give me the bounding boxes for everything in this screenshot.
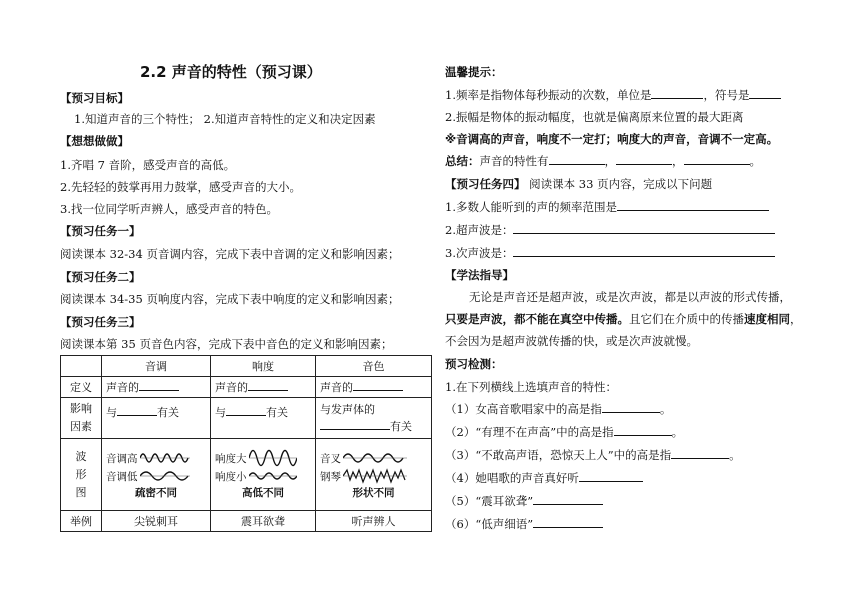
check-item-5: [445, 493, 603, 509]
loudness-waveform-cell: [211, 439, 316, 511]
loudness-definition-cell[interactable]: [211, 377, 316, 398]
loudness-wave-caption: 高低不同: [242, 487, 284, 499]
task2-text: 阅读课本 34-35 页响度内容，完成下表中响度的定义和影响因素；: [60, 292, 400, 306]
heading-task2: 【预习任务二】: [60, 270, 141, 284]
timbre-factor-b: 有关: [390, 420, 412, 433]
check-item-4: [445, 470, 643, 486]
blank-line[interactable]: [353, 379, 403, 391]
method-line-2: [445, 308, 815, 330]
method-bold-2: 速度相同: [744, 312, 790, 326]
high-pitch-wave-icon: [140, 450, 190, 466]
header-blank: [61, 356, 102, 377]
tuning-fork-wave: [320, 449, 427, 467]
page-title: 2.2 声音的特性（预习课）: [140, 63, 322, 81]
blank-line[interactable]: [248, 379, 288, 391]
check-item-1: [445, 401, 671, 417]
question-1: [445, 199, 769, 215]
blank-line[interactable]: [549, 153, 605, 165]
heading-method: 【学法指导】: [445, 268, 514, 282]
answer-blank[interactable]: [617, 199, 769, 211]
heading-task4: 【预习任务四】: [445, 177, 526, 191]
question-1-text: 1.多数人能听到的声的频率范围是: [445, 200, 617, 214]
summary-line: [445, 153, 761, 169]
piano-label: 钢琴: [320, 470, 341, 483]
sound-characteristics-table: [60, 355, 432, 532]
pitch-factor-b: 有关: [157, 406, 179, 419]
summary-sep-2: ，: [672, 154, 684, 168]
header-timbre: 音色: [316, 356, 432, 377]
row-label-example: 举例: [61, 511, 102, 532]
timbre-definition-cell[interactable]: [316, 377, 432, 398]
timbre-definition-text: 声音的: [320, 381, 353, 394]
answer-blank[interactable]: [533, 493, 603, 505]
table-row: [61, 398, 432, 439]
answer-blank[interactable]: [533, 516, 603, 528]
blank-line[interactable]: [139, 379, 179, 391]
answer-blank[interactable]: [671, 447, 729, 459]
timbre-waveform-cell: [316, 439, 432, 511]
row-label-factor-2: 因素: [70, 420, 92, 433]
table-row: [61, 377, 432, 398]
check-item-2-dot: 。: [671, 425, 684, 439]
unit-blank[interactable]: [651, 87, 703, 99]
blank-line[interactable]: [320, 418, 390, 430]
pitch-example: 尖锐刺耳: [102, 511, 211, 532]
table-header-row: [61, 356, 432, 377]
tip-1b: ，符号是: [703, 88, 750, 102]
pitch-definition-cell[interactable]: [102, 377, 211, 398]
method-paragraph: [445, 286, 815, 352]
tuning-fork-label: 音叉: [320, 452, 341, 465]
question-3: [445, 245, 775, 261]
high-pitch-wave: [106, 449, 206, 467]
row-label-definition: 定义: [61, 377, 102, 398]
low-pitch-wave-icon: [140, 468, 190, 484]
check-item-5-text: （5）“震耳欲聋”: [445, 494, 534, 508]
answer-blank[interactable]: [602, 401, 660, 413]
high-pitch-label: 音调高: [106, 452, 138, 465]
tip-3: ※音调高的声音，响度不一定打；响度大的声音，音调不一定高。: [445, 132, 779, 146]
answer-blank[interactable]: [513, 245, 775, 257]
heading-tip: 温馨提示：: [445, 65, 503, 79]
blank-line[interactable]: [616, 153, 672, 165]
soft-wave-icon: [249, 467, 297, 485]
question-2-text: 2.超声波是：: [445, 223, 514, 237]
method-bold-1: 只要是声波，都不能在真空中传播。: [445, 312, 629, 326]
check-item-3-text: （3）“不敢高声语，恐惊天上人”中的高是指: [445, 448, 672, 462]
row-label-factor-1: 影响: [70, 402, 92, 415]
method-line-3: 不会因为是超声波就传播的快，或是次声波就慢。: [445, 334, 698, 348]
row-label-factor: [61, 398, 102, 439]
loudness-definition-text: 声音的: [215, 381, 248, 394]
tuning-fork-wave-icon: [343, 450, 407, 466]
pitch-waveform-cell: [102, 439, 211, 511]
method-line-1: 无论是声音还是超声波，或是次声波，都是以声波的形式传播，: [469, 290, 791, 304]
check-item-1-dot: 。: [659, 402, 672, 416]
row-label-wave-3: 图: [75, 485, 87, 499]
task1-text: 阅读课本 32-34 页音调内容，完成下表中音调的定义和影响因素；: [60, 247, 400, 261]
check-intro: 1.在下列横线上选填声音的特性：: [445, 380, 617, 394]
pitch-factor-a: 与: [106, 406, 117, 419]
check-item-4-text: （4）她唱歌的声音真好听: [445, 471, 579, 485]
row-label-wave-1: 波: [75, 449, 87, 463]
check-item-6-text: （6）“低声细语”: [445, 517, 534, 531]
loud-wave-icon: [249, 449, 297, 467]
pitch-definition-text: 声音的: [106, 381, 139, 394]
blank-line[interactable]: [117, 404, 157, 416]
summary-end: 。: [749, 154, 761, 168]
answer-blank[interactable]: [579, 470, 643, 482]
think-item-3: 3.找一位同学听声辨人，感受声音的特色。: [60, 202, 278, 216]
goal-text: 1.知道声音的三个特性； 2.知道声音特性的定义和决定因素: [74, 112, 376, 126]
think-item-2: 2.先轻轻的鼓掌再用力鼓掌，感受声音的大小。: [60, 180, 301, 194]
question-3-text: 3.次声波是：: [445, 246, 514, 260]
piano-wave: [320, 467, 427, 485]
summary-text: 声音的特性有: [479, 154, 549, 168]
heading-think: 【想想做做】: [60, 134, 129, 148]
heading-task1: 【预习任务一】: [60, 224, 141, 238]
check-item-6: [445, 516, 603, 532]
task3-text: 阅读课本第 35 页音色内容，完成下表中音色的定义和影响因素；: [60, 337, 393, 351]
check-item-1-text: （1）女高音歌唱家中的高是指: [445, 402, 602, 416]
header-pitch: 音调: [102, 356, 211, 377]
soft-label: 响度小: [215, 470, 247, 483]
tip-2: 2.振幅是物体的振动幅度，也就是偏离原来位置的最大距离: [445, 110, 744, 124]
task4-text: 阅读课本 33 页内容，完成以下问题: [525, 177, 713, 191]
low-pitch-label: 音调低: [106, 470, 138, 483]
question-2: [445, 222, 775, 238]
loud-wave: [215, 449, 311, 467]
symbol-blank[interactable]: [749, 87, 781, 99]
loud-label: 响度大: [215, 452, 247, 465]
low-pitch-wave: [106, 467, 206, 485]
method-text-2: 且它们在介质中的传播: [629, 312, 744, 326]
check-item-3: [445, 447, 741, 463]
table-row: [61, 511, 432, 532]
timbre-wave-caption: 形状不同: [352, 487, 395, 499]
check-item-3-dot: 。: [729, 448, 741, 462]
header-loudness: 响度: [211, 356, 316, 377]
loudness-example: 震耳欲聋: [211, 511, 316, 532]
heading-goal: 【预习目标】: [60, 91, 129, 105]
check-item-2: [445, 424, 683, 440]
piano-wave-icon: [343, 468, 407, 484]
row-label-wave-2: 形: [75, 467, 87, 481]
loudness-factor-a: 与: [215, 406, 226, 419]
row-label-waveform: [61, 439, 102, 511]
table-row: [61, 439, 432, 511]
timbre-factor-a: 与发声体的: [320, 403, 375, 416]
loudness-factor-cell[interactable]: [211, 398, 316, 439]
pitch-factor-cell[interactable]: [102, 398, 211, 439]
answer-blank[interactable]: [614, 424, 672, 436]
blank-line[interactable]: [226, 404, 266, 416]
answer-blank[interactable]: [513, 222, 775, 234]
timbre-example: 听声辨人: [316, 511, 432, 532]
heading-task3: 【预习任务三】: [60, 315, 141, 329]
blank-line[interactable]: [684, 153, 750, 165]
method-text-3: ，: [790, 312, 802, 326]
think-item-1: 1.齐唱 7 音阶，感受声音的高低。: [60, 158, 236, 172]
summary-sep-1: ，: [604, 154, 616, 168]
pitch-wave-caption: 疏密不同: [135, 487, 177, 499]
tip-1: [445, 87, 781, 103]
heading-check: 预习检测：: [445, 357, 503, 371]
task4-line: [445, 176, 712, 192]
tip-1a: 1.频率是指物体每秒振动的次数，单位是: [445, 88, 652, 102]
timbre-factor-cell[interactable]: [316, 398, 432, 439]
soft-wave: [215, 467, 311, 485]
loudness-factor-b: 有关: [266, 406, 288, 419]
check-item-2-text: （2）“有理不在声高”中的高是指: [445, 425, 614, 439]
summary-label: 总结：: [445, 154, 480, 168]
